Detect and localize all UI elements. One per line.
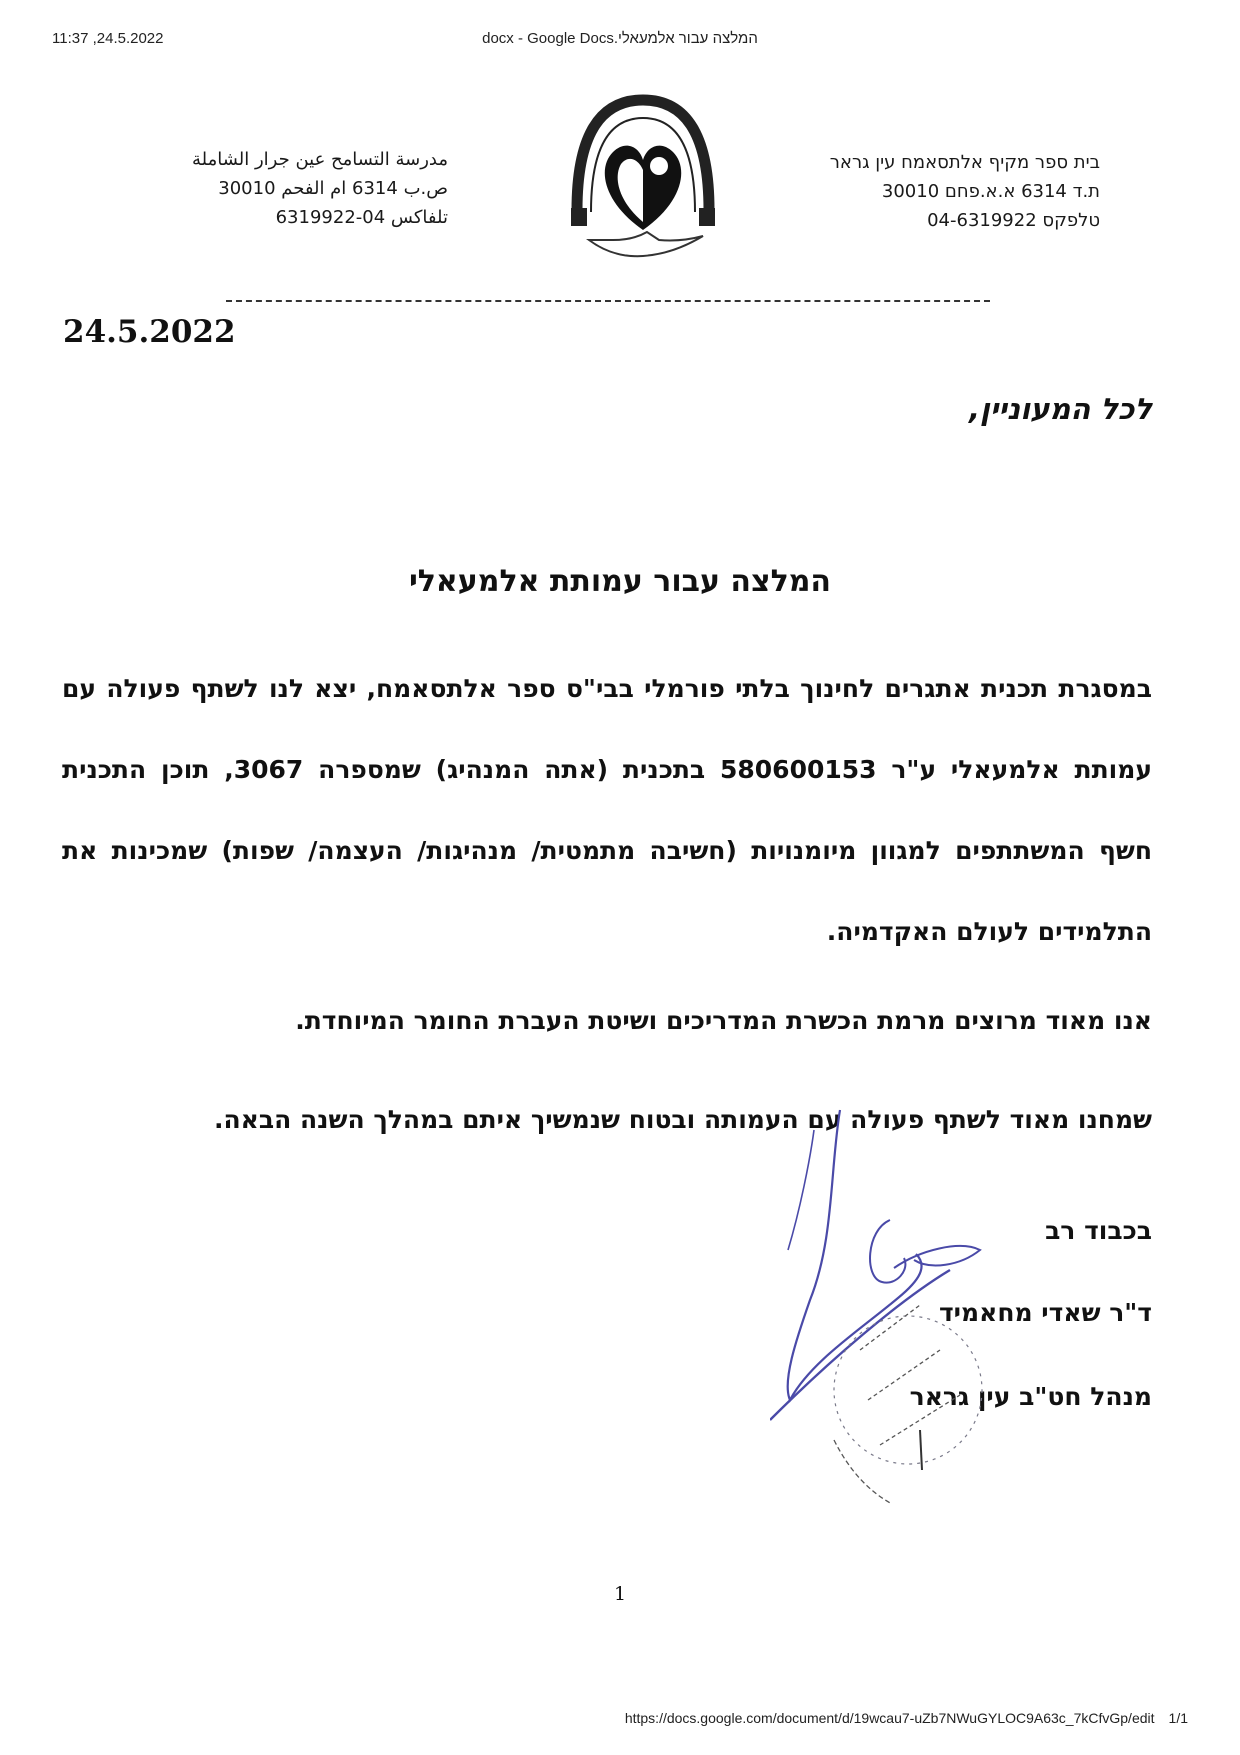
letterhead-arabic-line: ص.ب 6314 ام الفحم 30010 xyxy=(218,178,448,199)
letter-greeting: לכל המעוניין, xyxy=(969,392,1152,426)
print-timestamp: 11:37 ,24.5.2022 xyxy=(52,30,164,47)
page-number: 1 xyxy=(613,1583,627,1605)
letter-subject: המלצה עבור עמותת אלמעאלי xyxy=(408,564,832,599)
print-footer-page-count: 1/1 xyxy=(1168,1710,1188,1726)
letter-date: 24.5.2022 xyxy=(63,314,236,350)
letterhead-divider xyxy=(226,300,990,302)
letter-paragraph: שמחנו מאוד לשתף פעולה עם העמותה ובטוח שנמשיך איתם במהלך השנה הבאה. xyxy=(213,1105,1152,1134)
letter-paragraph: במסגרת תכנית אתגרים לחינוך בלתי פורמלי בבי"ס ספר אלתסאמח, יצא לנו לשתף פעולה עם עמותת אלמעאלי ע"ר 580600153 בתכנית (אתה המנהיג) שמספרה 3067, תוכן התכנית חשף המשתתפים למגוון מיומנויות (חשיבה מתמטית/ מנהיגות/ העצמה/ שפות) שמכינות את התלמידים לעולם האקדמיה. xyxy=(62,674,1152,946)
letterhead-hebrew-line: בית ספר מקיף אלתסאמח עין גראר xyxy=(829,152,1100,173)
signature-stamp xyxy=(770,1100,1030,1540)
letterhead-arabic-line: مدرسة التسامح عين جرار الشاملة xyxy=(191,149,448,170)
letterhead-hebrew xyxy=(830,148,1100,235)
letter-paragraph: אנו מאוד מרוצים מרמת הכשרת המדריכים ושיטת העברת החומר המיוחדת. xyxy=(295,1006,1152,1035)
letterhead-arabic xyxy=(158,145,448,232)
school-logo xyxy=(563,90,723,268)
print-footer-url: https://docs.google.com/document/d/19wcau7-uZb7NWuGYLOC9A63c_7kCfvGp/edit xyxy=(624,1710,1155,1726)
signer-title: מנהל חט"ב עין גראר xyxy=(909,1382,1152,1411)
letterhead-arabic-line: تلفاكس 04-6319922 xyxy=(275,207,448,228)
letterhead-hebrew-line: ת.ד 6314 א.א.פחם 30010 xyxy=(881,181,1100,202)
print-document-title: המלצה עבור אלמעאלי.docx - Google Docs xyxy=(482,30,758,47)
letter-closing: בכבוד רב xyxy=(1045,1216,1152,1245)
signer-name: ד"ר שאדי מחאמיד xyxy=(938,1298,1152,1327)
print-footer xyxy=(625,1710,1188,1726)
letterhead-hebrew-line: טלפקס 04-6319922 xyxy=(927,210,1100,231)
